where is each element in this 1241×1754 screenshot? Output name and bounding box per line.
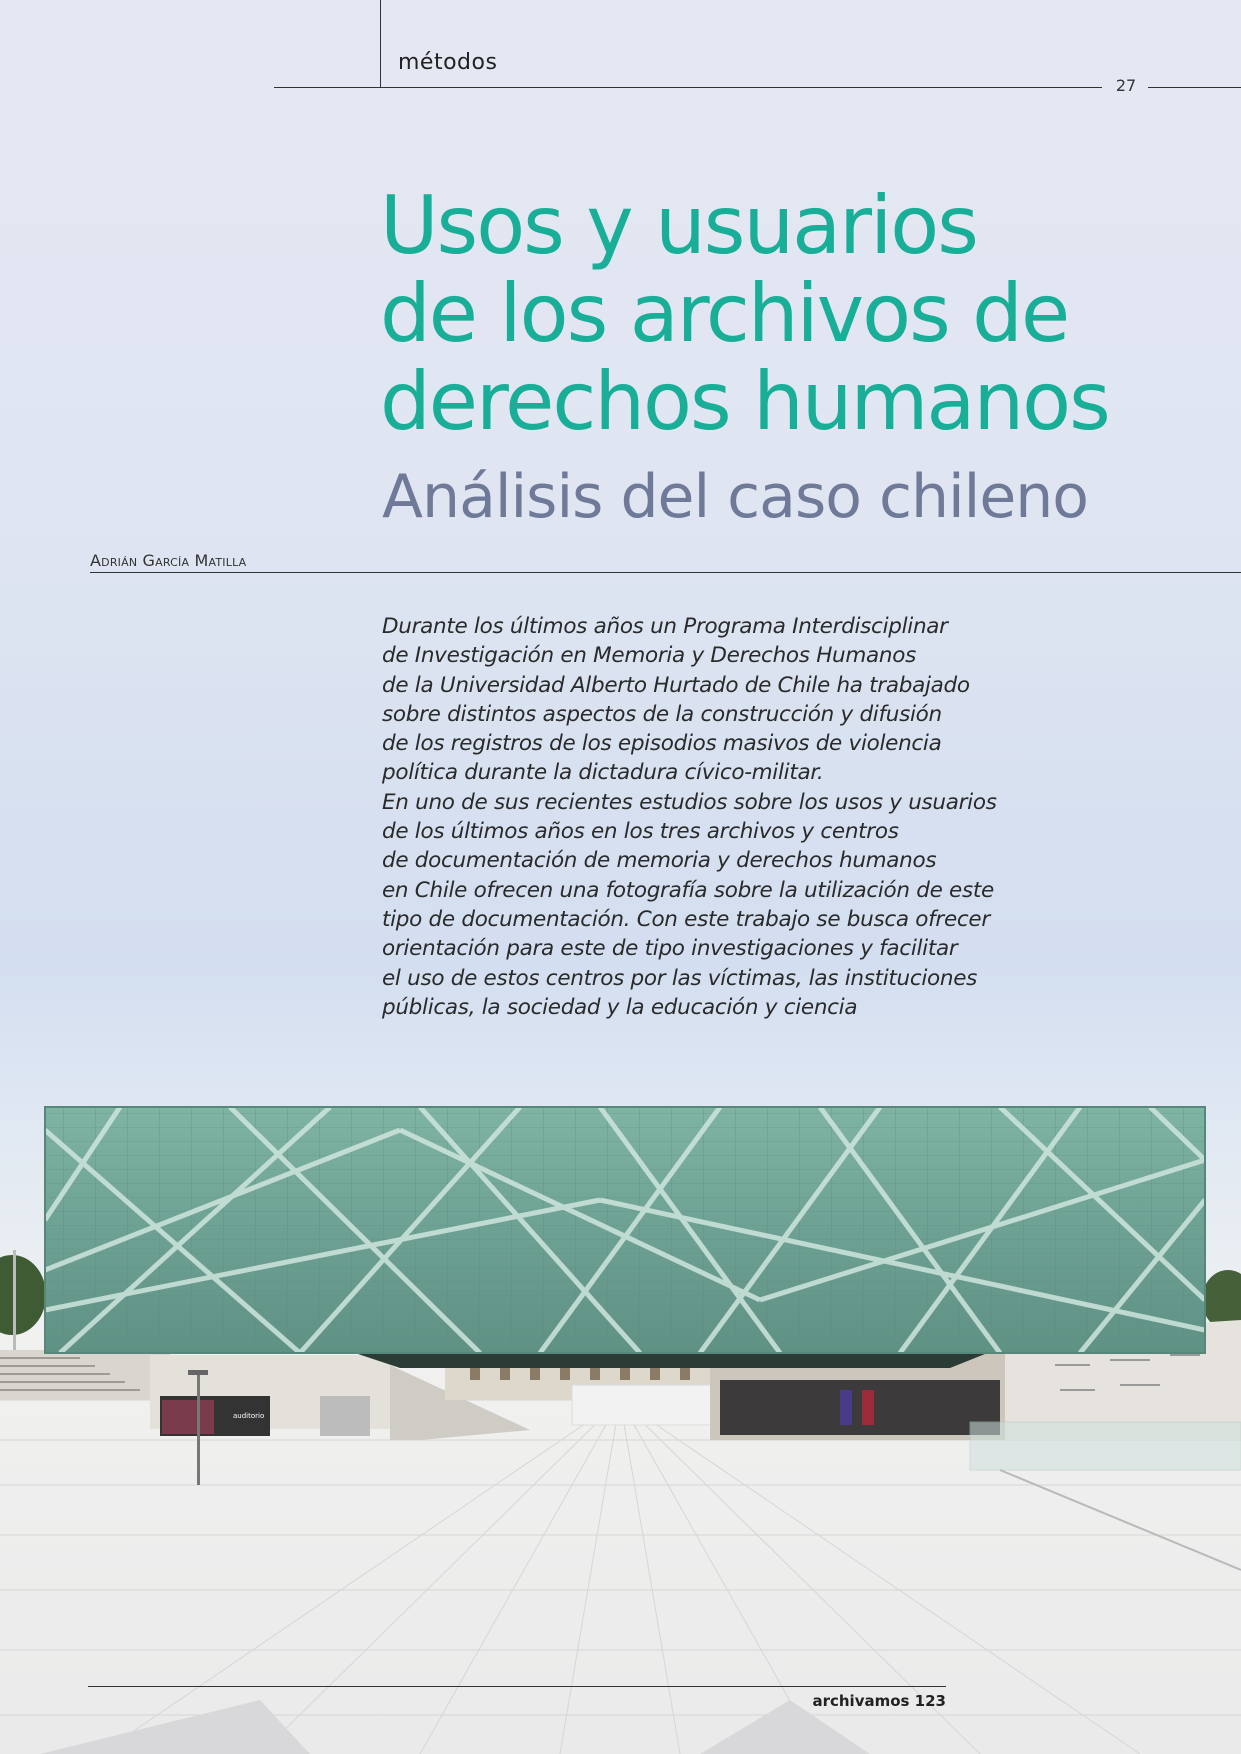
header-rule-right	[1148, 87, 1241, 88]
street-lamp	[197, 1375, 200, 1485]
abstract-line: el uso de estos centros por las víctimas, las instituciones	[382, 965, 978, 991]
abstract-line: sobre distintos aspectos de la construcción y difusión	[382, 701, 942, 727]
header-vertical-rule	[380, 0, 381, 88]
header-rule	[274, 87, 1102, 88]
abstract-line: política durante la dictadura cívico-militar.	[382, 760, 824, 786]
right-wing-glass	[720, 1380, 1000, 1435]
abstract-line: de documentación de memoria y derechos humanos	[382, 848, 937, 874]
abstract-line: tipo de documentación. Con este trabajo se busca ofrecer	[382, 906, 990, 932]
center-block	[572, 1385, 732, 1425]
abstract-line: de los últimos años en los tres archivos y centros	[382, 819, 899, 845]
author-rule	[90, 572, 1241, 573]
abstract-line: públicas, la sociedad y la educación y ciencia	[382, 994, 858, 1020]
abstract-line: de Investigación en Memoria y Derechos Humanos	[382, 643, 916, 669]
article-title	[380, 179, 1109, 448]
banner-red	[862, 1390, 874, 1425]
abstract-line: de los registros de los episodios masivos de violencia	[382, 731, 942, 757]
title-line: Usos y usuarios	[380, 179, 977, 272]
museum-building-photo	[0, 1100, 1241, 1754]
author-name: Adrián García Matilla	[90, 551, 247, 570]
title-line: derechos humanos	[380, 355, 1109, 448]
footer-rule	[88, 1686, 946, 1687]
abstract-line: En uno de sus recientes estudios sobre los usos y usuarios	[382, 789, 997, 815]
auditorio-sign: auditorio	[233, 1412, 265, 1420]
abstract-line: Durante los últimos años un Programa Interdisciplinar	[382, 614, 948, 639]
poster	[162, 1400, 214, 1434]
banner-purple	[840, 1390, 852, 1425]
abstract-line: orientación para este de tipo investigaciones y facilitar	[382, 936, 958, 962]
street-lamp-head	[188, 1370, 208, 1375]
tree-left	[0, 1255, 46, 1335]
abstract-line: en Chile ofrecen una fotografía sobre la utilización de este	[382, 877, 994, 903]
publication-footer: archivamos 123	[812, 1692, 946, 1710]
title-line: de los archivos de	[380, 267, 1069, 360]
abstract	[382, 612, 1022, 1022]
article-subtitle: Análisis del caso chileno	[382, 462, 1088, 532]
glass-railing	[970, 1422, 1241, 1470]
section-label: métodos	[398, 50, 498, 75]
glass-door	[320, 1396, 370, 1436]
page-number: 27	[1115, 76, 1137, 95]
abstract-line: de la Universidad Alberto Hurtado de Chile ha trabajado	[382, 672, 970, 698]
